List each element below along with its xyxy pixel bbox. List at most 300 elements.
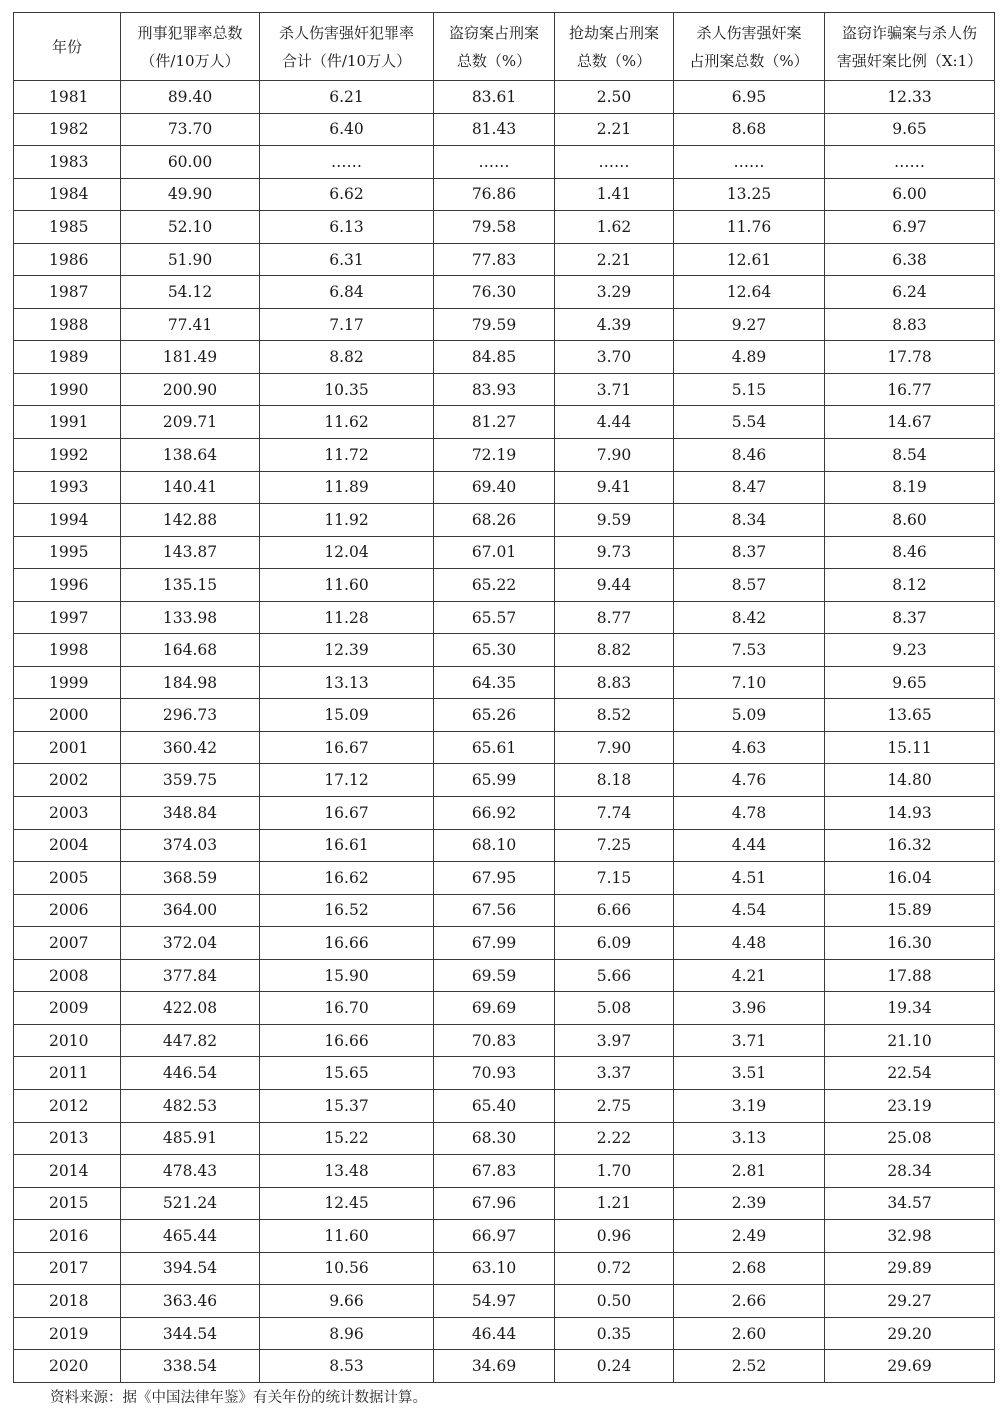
table-cell-theft-share: 65.57 (434, 601, 555, 634)
table-cell-crime-rate: 60.00 (121, 146, 260, 179)
table-cell-violent-share: 4.89 (674, 341, 825, 374)
table-cell-crime-rate: 135.15 (121, 569, 260, 602)
table-cell-ratio: 29.20 (825, 1317, 995, 1350)
column-header-line: 合计（件/10万人） (281, 51, 412, 70)
table-cell-crime-rate: 143.87 (121, 536, 260, 569)
table-row (14, 243, 995, 276)
table-cell-crime-rate: 133.98 (121, 601, 260, 634)
table-cell-violent-rate: 17.12 (260, 764, 434, 797)
table-row (14, 634, 995, 667)
table-cell-violent-share: 5.54 (674, 406, 825, 439)
table-cell-robbery-share: 2.21 (555, 113, 674, 146)
table-row (14, 731, 995, 764)
table-cell-ratio: 12.33 (825, 81, 995, 114)
table-cell-ratio: 23.19 (825, 1089, 995, 1122)
table-cell-violent-share: 4.63 (674, 731, 825, 764)
table-cell-crime-rate: 465.44 (121, 1220, 260, 1253)
column-header-line: 盗窃案占刑案 (448, 23, 539, 42)
table-row (14, 927, 995, 960)
table-cell-crime-rate: 447.82 (121, 1024, 260, 1057)
table-cell-ratio: 14.67 (825, 406, 995, 439)
table-row (14, 276, 995, 309)
table-cell-ratio: 28.34 (825, 1155, 995, 1188)
table-row (14, 1317, 995, 1350)
column-header-line: （件/10万人） (140, 51, 240, 70)
table-cell-violent-rate: 6.40 (260, 113, 434, 146)
table-cell-theft-share: 65.99 (434, 764, 555, 797)
column-header-violent-share (674, 13, 825, 81)
table-cell-theft-share: 70.83 (434, 1024, 555, 1057)
year-cell: 1991 (14, 406, 121, 439)
table-cell-crime-rate: 446.54 (121, 1057, 260, 1090)
table-cell-robbery-share: 3.71 (555, 373, 674, 406)
table-cell-violent-share: 2.49 (674, 1220, 825, 1253)
year-cell: 1983 (14, 146, 121, 179)
table-cell-theft-share: 70.93 (434, 1057, 555, 1090)
column-header-year (14, 13, 121, 81)
table-cell-theft-share: 46.44 (434, 1317, 555, 1350)
table-cell-crime-rate: 478.43 (121, 1155, 260, 1188)
year-cell: 1989 (14, 341, 121, 374)
table-cell-theft-share: 54.97 (434, 1285, 555, 1318)
table-cell-ratio: 15.89 (825, 894, 995, 927)
table-cell-crime-rate: 142.88 (121, 504, 260, 537)
table-cell-robbery-share: 3.97 (555, 1024, 674, 1057)
column-header-line: 总数（%） (456, 51, 532, 70)
table-row (14, 569, 995, 602)
table-cell-theft-share: 81.43 (434, 113, 555, 146)
table-cell-crime-rate: 52.10 (121, 211, 260, 244)
column-header-line: 刑事犯罪率总数 (137, 23, 243, 42)
table-cell-robbery-share: 0.35 (555, 1317, 674, 1350)
table-cell-violent-share: …… (674, 146, 825, 179)
table-cell-violent-rate: 9.66 (260, 1285, 434, 1318)
table-cell-ratio: 9.65 (825, 113, 995, 146)
table-cell-robbery-share: 8.77 (555, 601, 674, 634)
table-cell-theft-share: 76.30 (434, 276, 555, 309)
table-cell-violent-share: 3.96 (674, 992, 825, 1025)
table-cell-violent-share: 7.10 (674, 666, 825, 699)
year-cell: 1995 (14, 536, 121, 569)
table-cell-crime-rate: 89.40 (121, 81, 260, 114)
year-cell: 2008 (14, 959, 121, 992)
table-cell-ratio: 15.11 (825, 731, 995, 764)
table-cell-ratio: 16.77 (825, 373, 995, 406)
year-cell: 2000 (14, 699, 121, 732)
table-cell-ratio: 8.54 (825, 439, 995, 472)
table-row (14, 1285, 995, 1318)
table-cell-violent-rate: …… (260, 146, 434, 179)
table-cell-theft-share: 67.56 (434, 894, 555, 927)
table-cell-theft-share: 67.99 (434, 927, 555, 960)
year-cell: 2002 (14, 764, 121, 797)
table-cell-theft-share: 67.83 (434, 1155, 555, 1188)
table-cell-robbery-share: 5.08 (555, 992, 674, 1025)
table-cell-theft-share: 67.95 (434, 862, 555, 895)
table-cell-theft-share: 65.26 (434, 699, 555, 732)
table-cell-theft-share: 66.97 (434, 1220, 555, 1253)
year-cell: 1987 (14, 276, 121, 309)
table-row (14, 699, 995, 732)
year-cell: 1996 (14, 569, 121, 602)
year-cell: 1997 (14, 601, 121, 634)
table-cell-theft-share: 63.10 (434, 1252, 555, 1285)
table-cell-theft-share: 83.93 (434, 373, 555, 406)
table-cell-violent-share: 2.81 (674, 1155, 825, 1188)
table-cell-theft-share: 67.01 (434, 536, 555, 569)
table-cell-robbery-share: 9.73 (555, 536, 674, 569)
table-cell-crime-rate: 368.59 (121, 862, 260, 895)
table-cell-violent-share: 4.78 (674, 797, 825, 830)
table-cell-violent-share: 8.42 (674, 601, 825, 634)
table-cell-ratio: 8.37 (825, 601, 995, 634)
table-cell-robbery-share: 8.52 (555, 699, 674, 732)
table-cell-violent-share: 4.54 (674, 894, 825, 927)
year-cell: 2019 (14, 1317, 121, 1350)
table-cell-robbery-share: 6.09 (555, 927, 674, 960)
table-cell-violent-share: 8.68 (674, 113, 825, 146)
column-header-line: 总数（%） (576, 51, 652, 70)
table-cell-robbery-share: 9.59 (555, 504, 674, 537)
table-cell-crime-rate: 521.24 (121, 1187, 260, 1220)
table-cell-violent-rate: 11.89 (260, 471, 434, 504)
table-row (14, 764, 995, 797)
table-cell-crime-rate: 359.75 (121, 764, 260, 797)
table-row (14, 1155, 995, 1188)
table-row (14, 439, 995, 472)
table-cell-violent-rate: 13.48 (260, 1155, 434, 1188)
table-cell-violent-rate: 16.67 (260, 797, 434, 830)
table-cell-violent-share: 6.95 (674, 81, 825, 114)
table-cell-violent-rate: 15.37 (260, 1089, 434, 1122)
table-row (14, 406, 995, 439)
table-cell-ratio: 9.23 (825, 634, 995, 667)
year-cell: 1994 (14, 504, 121, 537)
year-cell: 1998 (14, 634, 121, 667)
table-cell-theft-share: 77.83 (434, 243, 555, 276)
table-cell-ratio: 21.10 (825, 1024, 995, 1057)
table-cell-violent-share: 9.27 (674, 308, 825, 341)
table-cell-crime-rate: 422.08 (121, 992, 260, 1025)
column-header-line: 占刑案总数（%） (689, 51, 809, 70)
table-cell-violent-rate: 15.09 (260, 699, 434, 732)
table-cell-violent-share: 4.51 (674, 862, 825, 895)
year-cell: 2005 (14, 862, 121, 895)
table-cell-violent-share: 2.68 (674, 1252, 825, 1285)
table-cell-violent-rate: 7.17 (260, 308, 434, 341)
table-cell-ratio: 25.08 (825, 1122, 995, 1155)
source-note: 资料来源：据《中国法律年鉴》有关年份的统计数据计算。 (50, 1390, 427, 1406)
table-cell-crime-rate: 377.84 (121, 959, 260, 992)
table-cell-crime-rate: 77.41 (121, 308, 260, 341)
table-cell-violent-share: 8.37 (674, 536, 825, 569)
table-cell-crime-rate: 296.73 (121, 699, 260, 732)
year-cell: 2009 (14, 992, 121, 1025)
table-cell-violent-share: 3.19 (674, 1089, 825, 1122)
table-cell-robbery-share: 0.50 (555, 1285, 674, 1318)
year-cell: 1985 (14, 211, 121, 244)
table-row (14, 1024, 995, 1057)
table-cell-robbery-share: 1.41 (555, 178, 674, 211)
table-cell-ratio: 16.32 (825, 829, 995, 862)
table-cell-crime-rate: 54.12 (121, 276, 260, 309)
table-cell-violent-rate: 10.35 (260, 373, 434, 406)
table-cell-violent-rate: 12.04 (260, 536, 434, 569)
table-cell-ratio: 17.88 (825, 959, 995, 992)
table-cell-violent-rate: 8.96 (260, 1317, 434, 1350)
table-cell-violent-rate: 6.62 (260, 178, 434, 211)
table-cell-robbery-share: 2.50 (555, 81, 674, 114)
table-cell-violent-rate: 13.13 (260, 666, 434, 699)
crime-statistics-table (13, 12, 995, 1383)
table-cell-theft-share: 79.58 (434, 211, 555, 244)
year-cell: 2020 (14, 1350, 121, 1383)
table-cell-violent-rate: 16.62 (260, 862, 434, 895)
table-cell-robbery-share: 3.70 (555, 341, 674, 374)
table-cell-violent-rate: 15.65 (260, 1057, 434, 1090)
table-cell-crime-rate: 394.54 (121, 1252, 260, 1285)
table-cell-robbery-share: 4.44 (555, 406, 674, 439)
table-cell-crime-rate: 372.04 (121, 927, 260, 960)
table-cell-crime-rate: 73.70 (121, 113, 260, 146)
table-cell-violent-rate: 11.60 (260, 569, 434, 602)
table-cell-theft-share: 65.61 (434, 731, 555, 764)
column-header-line: 盗窃诈骗案与杀人伤 (841, 23, 977, 42)
table-cell-violent-share: 8.47 (674, 471, 825, 504)
table-cell-robbery-share: 7.25 (555, 829, 674, 862)
table-cell-violent-rate: 15.22 (260, 1122, 434, 1155)
table-row (14, 959, 995, 992)
table-cell-ratio: 29.27 (825, 1285, 995, 1318)
table-cell-ratio: 8.83 (825, 308, 995, 341)
year-cell: 2016 (14, 1220, 121, 1253)
table-cell-robbery-share: 7.15 (555, 862, 674, 895)
year-cell: 1984 (14, 178, 121, 211)
table-cell-violent-rate: 16.70 (260, 992, 434, 1025)
table-cell-violent-share: 11.76 (674, 211, 825, 244)
table-row (14, 471, 995, 504)
table-row (14, 146, 995, 179)
table-cell-theft-share: 69.69 (434, 992, 555, 1025)
table-cell-crime-rate: 184.98 (121, 666, 260, 699)
table-cell-theft-share: …… (434, 146, 555, 179)
year-cell: 1999 (14, 666, 121, 699)
table-cell-violent-share: 4.76 (674, 764, 825, 797)
table-cell-robbery-share: 3.29 (555, 276, 674, 309)
table-cell-theft-share: 83.61 (434, 81, 555, 114)
table-cell-crime-rate: 140.41 (121, 471, 260, 504)
table-cell-robbery-share: 2.22 (555, 1122, 674, 1155)
table-cell-crime-rate: 338.54 (121, 1350, 260, 1383)
table-cell-ratio: 14.93 (825, 797, 995, 830)
table-row (14, 1252, 995, 1285)
table-cell-robbery-share: 5.66 (555, 959, 674, 992)
column-header-crime-rate (121, 13, 260, 81)
table-cell-robbery-share: 7.90 (555, 439, 674, 472)
table-cell-violent-rate: 12.39 (260, 634, 434, 667)
year-cell: 2010 (14, 1024, 121, 1057)
table-cell-crime-rate: 51.90 (121, 243, 260, 276)
table-cell-robbery-share: 8.18 (555, 764, 674, 797)
table-cell-violent-rate: 6.31 (260, 243, 434, 276)
table-cell-crime-rate: 138.64 (121, 439, 260, 472)
table-cell-violent-rate: 6.21 (260, 81, 434, 114)
table-cell-crime-rate: 200.90 (121, 373, 260, 406)
table-cell-ratio: 8.46 (825, 536, 995, 569)
column-header-line: 年份 (51, 37, 82, 56)
table-cell-theft-share: 65.30 (434, 634, 555, 667)
table-cell-ratio: 13.65 (825, 699, 995, 732)
table-cell-violent-rate: 12.45 (260, 1187, 434, 1220)
table-cell-robbery-share: 8.82 (555, 634, 674, 667)
table-cell-ratio: 22.54 (825, 1057, 995, 1090)
table-cell-violent-share: 12.61 (674, 243, 825, 276)
table-cell-violent-rate: 11.62 (260, 406, 434, 439)
column-header-line: 抢劫案占刑案 (568, 23, 659, 42)
table-row (14, 666, 995, 699)
table-cell-violent-share: 2.60 (674, 1317, 825, 1350)
year-cell: 2007 (14, 927, 121, 960)
table-cell-crime-rate: 49.90 (121, 178, 260, 211)
year-cell: 1988 (14, 308, 121, 341)
table-cell-robbery-share: 6.66 (555, 894, 674, 927)
column-header-theft-share (434, 13, 555, 81)
table-row (14, 113, 995, 146)
table-cell-theft-share: 64.35 (434, 666, 555, 699)
table-cell-ratio: 17.78 (825, 341, 995, 374)
table-cell-crime-rate: 364.00 (121, 894, 260, 927)
table-row (14, 1187, 995, 1220)
table-cell-ratio: 16.04 (825, 862, 995, 895)
year-cell: 2013 (14, 1122, 121, 1155)
table-cell-violent-share: 8.34 (674, 504, 825, 537)
table-cell-theft-share: 67.96 (434, 1187, 555, 1220)
table-cell-theft-share: 69.59 (434, 959, 555, 992)
table-cell-ratio: 9.65 (825, 666, 995, 699)
table-cell-ratio: 34.57 (825, 1187, 995, 1220)
table-cell-violent-rate: 11.72 (260, 439, 434, 472)
table-cell-robbery-share: 1.62 (555, 211, 674, 244)
year-cell: 2011 (14, 1057, 121, 1090)
table-cell-robbery-share: 0.24 (555, 1350, 674, 1383)
table-row (14, 536, 995, 569)
table-cell-robbery-share: 1.70 (555, 1155, 674, 1188)
table-cell-violent-rate: 6.13 (260, 211, 434, 244)
table-cell-ratio: 6.97 (825, 211, 995, 244)
table-cell-violent-rate: 16.66 (260, 1024, 434, 1057)
table-cell-theft-share: 81.27 (434, 406, 555, 439)
table-cell-crime-rate: 363.46 (121, 1285, 260, 1318)
table-cell-ratio: 8.19 (825, 471, 995, 504)
table-row (14, 211, 995, 244)
table-cell-violent-rate: 8.82 (260, 341, 434, 374)
table-cell-robbery-share: 9.44 (555, 569, 674, 602)
table-row (14, 894, 995, 927)
table-row (14, 341, 995, 374)
table-cell-robbery-share: 4.39 (555, 308, 674, 341)
table-row (14, 1089, 995, 1122)
year-cell: 2001 (14, 731, 121, 764)
table-cell-ratio: 14.80 (825, 764, 995, 797)
header-row (14, 13, 995, 81)
year-cell: 2012 (14, 1089, 121, 1122)
year-cell: 1986 (14, 243, 121, 276)
table-cell-theft-share: 66.92 (434, 797, 555, 830)
table-cell-robbery-share: 9.41 (555, 471, 674, 504)
table-cell-ratio: 19.34 (825, 992, 995, 1025)
column-header-robbery-share (555, 13, 674, 81)
table-cell-violent-share: 13.25 (674, 178, 825, 211)
table-cell-violent-share: 5.09 (674, 699, 825, 732)
table-row (14, 1220, 995, 1253)
table-cell-robbery-share: 7.74 (555, 797, 674, 830)
table-cell-violent-share: 12.64 (674, 276, 825, 309)
table-cell-ratio: 32.98 (825, 1220, 995, 1253)
table-cell-violent-rate: 16.61 (260, 829, 434, 862)
table-row (14, 178, 995, 211)
table-cell-crime-rate: 344.54 (121, 1317, 260, 1350)
table-cell-violent-share: 4.21 (674, 959, 825, 992)
table-cell-theft-share: 76.86 (434, 178, 555, 211)
year-cell: 1992 (14, 439, 121, 472)
table-cell-ratio: 8.60 (825, 504, 995, 537)
table-cell-robbery-share: …… (555, 146, 674, 179)
table-cell-crime-rate: 181.49 (121, 341, 260, 374)
table-row (14, 373, 995, 406)
table-cell-ratio: 6.24 (825, 276, 995, 309)
table-cell-theft-share: 79.59 (434, 308, 555, 341)
table-cell-violent-share: 2.52 (674, 1350, 825, 1383)
table-cell-violent-share: 5.15 (674, 373, 825, 406)
table-cell-violent-rate: 6.84 (260, 276, 434, 309)
table-cell-robbery-share: 1.21 (555, 1187, 674, 1220)
table-cell-theft-share: 69.40 (434, 471, 555, 504)
table-row (14, 797, 995, 830)
table-cell-ratio: 29.69 (825, 1350, 995, 1383)
table-cell-ratio: 6.00 (825, 178, 995, 211)
year-cell: 1982 (14, 113, 121, 146)
table-cell-crime-rate: 374.03 (121, 829, 260, 862)
table-cell-violent-share: 4.44 (674, 829, 825, 862)
table-row (14, 862, 995, 895)
table-row (14, 992, 995, 1025)
column-header-ratio (825, 13, 995, 81)
table-cell-ratio: 29.89 (825, 1252, 995, 1285)
table-cell-crime-rate: 348.84 (121, 797, 260, 830)
column-header-line: 害强奸案比例（X:1） (836, 51, 983, 70)
table-cell-ratio: 16.30 (825, 927, 995, 960)
table-cell-violent-rate: 11.28 (260, 601, 434, 634)
table-cell-crime-rate: 482.53 (121, 1089, 260, 1122)
table-cell-robbery-share: 3.37 (555, 1057, 674, 1090)
table-cell-ratio: 8.12 (825, 569, 995, 602)
table-cell-theft-share: 68.30 (434, 1122, 555, 1155)
table-cell-violent-rate: 16.67 (260, 731, 434, 764)
table-body (14, 81, 995, 1383)
table-cell-violent-share: 7.53 (674, 634, 825, 667)
year-cell: 1981 (14, 81, 121, 114)
table-cell-theft-share: 68.10 (434, 829, 555, 862)
table-cell-violent-rate: 11.92 (260, 504, 434, 537)
column-header-line: 杀人伤害强奸案 (696, 23, 802, 42)
table-cell-violent-rate: 10.56 (260, 1252, 434, 1285)
table-cell-violent-rate: 11.60 (260, 1220, 434, 1253)
table-row (14, 504, 995, 537)
table-cell-theft-share: 84.85 (434, 341, 555, 374)
table-cell-robbery-share: 0.96 (555, 1220, 674, 1253)
table-cell-violent-share: 4.48 (674, 927, 825, 960)
table-cell-crime-rate: 209.71 (121, 406, 260, 439)
